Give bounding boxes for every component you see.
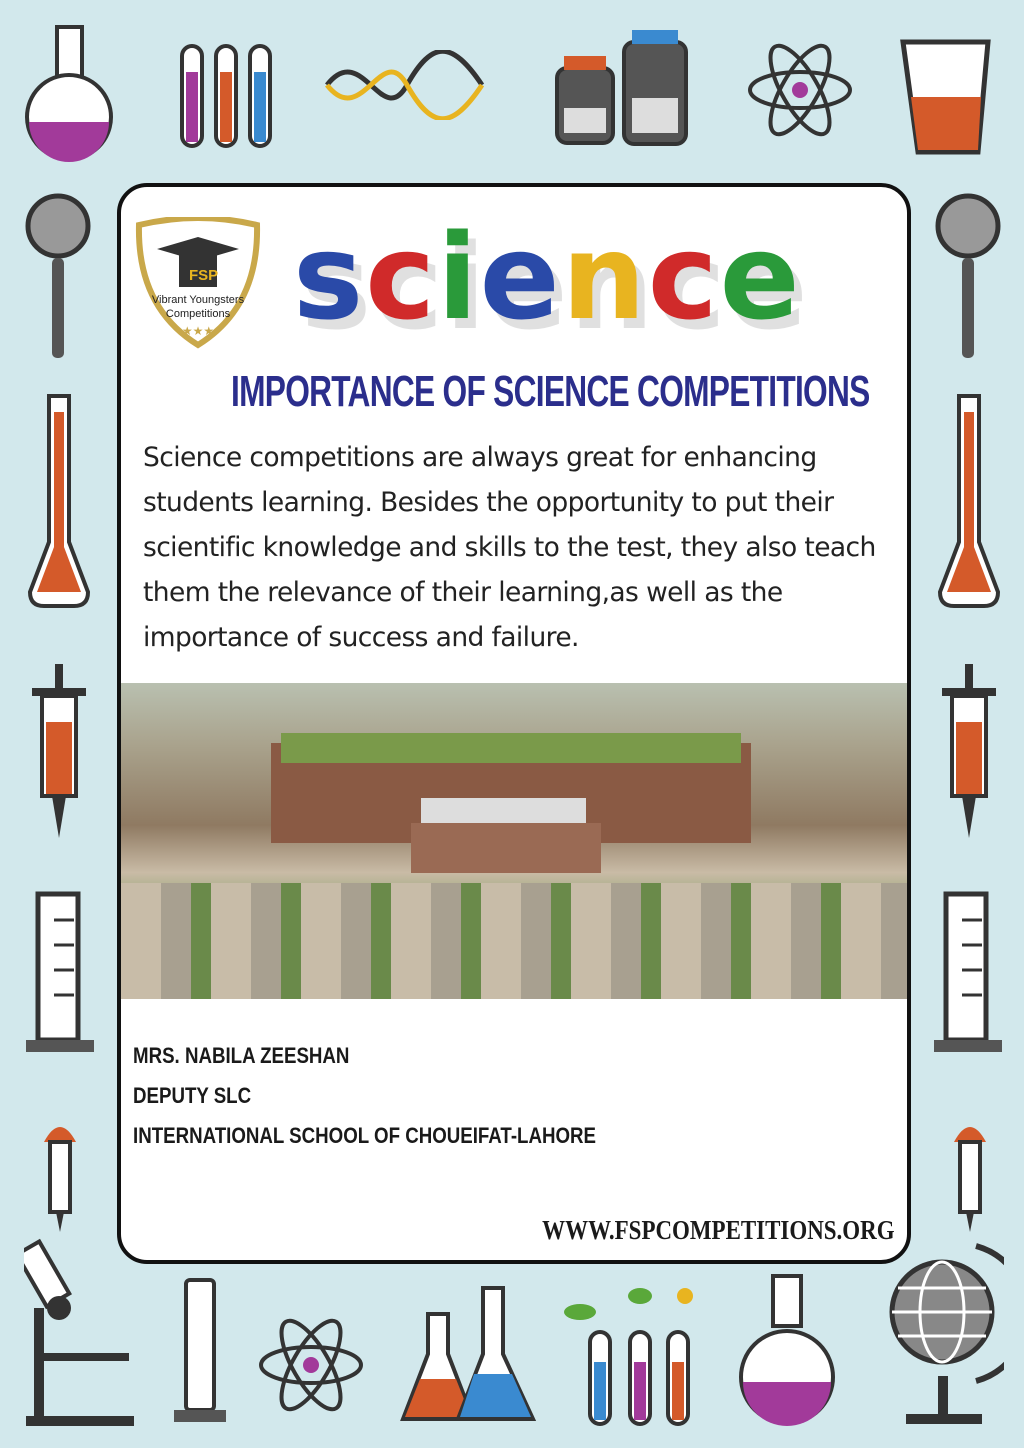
dropper-icon	[950, 1112, 990, 1234]
science-heading	[293, 207, 802, 347]
microscope-icon	[24, 1238, 134, 1428]
cylinder-icon	[932, 890, 1004, 1056]
svg-text:FSP: FSP	[189, 267, 219, 284]
author-name: MRS. NABILA ZEESHAN	[133, 1043, 350, 1068]
test-tubes-icon	[178, 42, 274, 150]
fsp-logo	[135, 217, 261, 349]
author-role: DEPUTY SLC	[133, 1083, 252, 1108]
cylinder-icon	[24, 890, 96, 1056]
thermometer-icon	[936, 392, 1002, 610]
science-letter: e	[479, 208, 562, 346]
atom-icon	[745, 30, 855, 150]
plant-tubes-icon	[560, 1282, 700, 1428]
jars-icon	[552, 28, 690, 146]
thermometer-icon	[26, 392, 92, 610]
flask-icon	[22, 22, 117, 162]
website-link[interactable]: WWW.FSPCOMPETITIONS.ORG	[542, 1215, 895, 1245]
magnifier-icon	[24, 188, 94, 363]
magnifier-icon	[934, 188, 1004, 363]
tube-icon	[172, 1276, 228, 1426]
round-flask-icon	[735, 1272, 840, 1428]
science-letter: c	[647, 208, 720, 346]
syringe-icon	[938, 662, 1000, 840]
school-aerial-photo	[121, 683, 907, 999]
content-card	[117, 183, 911, 1264]
syringe-icon	[28, 662, 90, 840]
author-school: INTERNATIONAL SCHOOL OF CHOUEIFAT-LAHORE	[133, 1123, 597, 1148]
science-letter: s	[293, 208, 366, 346]
svg-text:Vibrant Youngsters: Vibrant Youngsters	[151, 294, 245, 306]
dropper-icon	[40, 1112, 80, 1234]
science-letter: i	[437, 208, 480, 346]
svg-text:Competitions: Competitions	[165, 308, 231, 320]
science-letter: n	[561, 208, 648, 346]
body-text: Science competitions are always great for enhancing students learning. Besides the opportunity to put their scientific knowledge and skills to the test, they also teach them the relevance of their learning,as well as the importance of success and failure.	[143, 442, 876, 653]
science-letter: e	[719, 208, 802, 346]
beaker-icon	[893, 22, 1003, 162]
atom-icon	[256, 1305, 366, 1425]
svg-text:★★★: ★★★	[181, 324, 215, 338]
globe-icon	[886, 1236, 1004, 1426]
dna-icon	[322, 50, 487, 120]
page-title: IMPORTANCE OF SCIENCE COMPETITIONS	[231, 367, 870, 416]
flasks-icon	[398, 1284, 538, 1426]
science-letter: c	[365, 208, 438, 346]
